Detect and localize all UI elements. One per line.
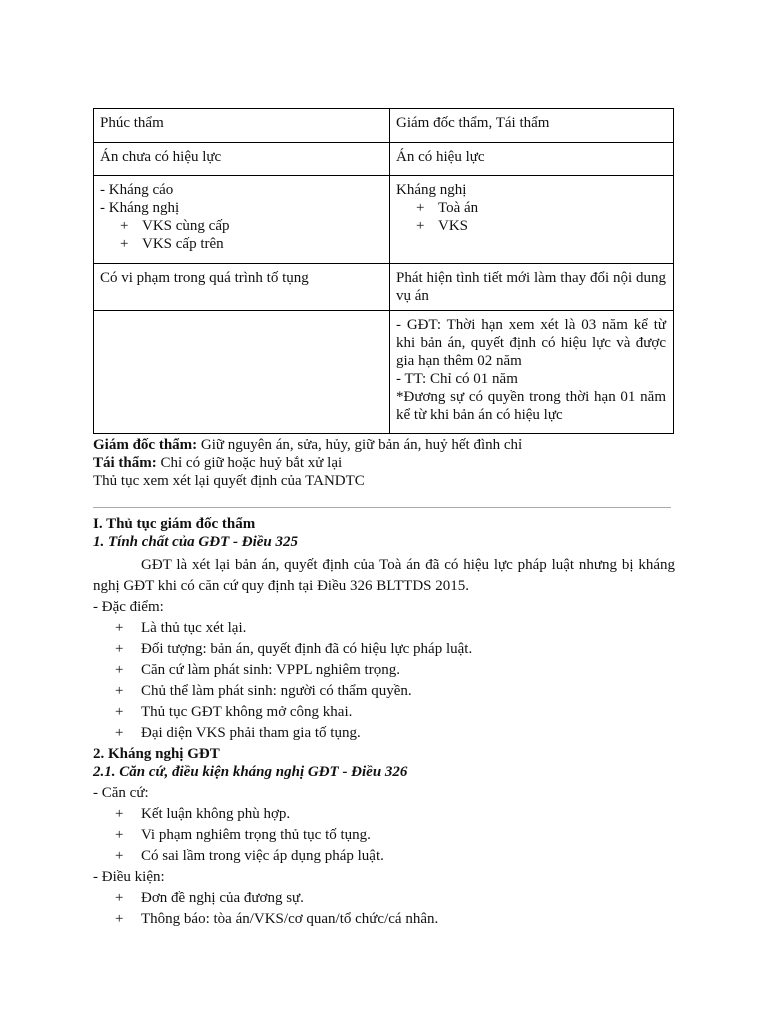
grounds-list: [93, 805, 675, 865]
divider: [93, 507, 671, 508]
note-text: Chỉ có giữ hoặc huỷ bắt xử lại: [156, 455, 343, 471]
plus-mark: +: [115, 641, 124, 657]
table-cell: [390, 143, 674, 176]
plus-mark: +: [115, 848, 124, 864]
cell-text: VKS cùng cấp: [142, 218, 230, 234]
cell-text: - GĐT: Thời hạn xem xét là 03 năm kể từ khi bản án, quyết định có hiệu lực và được gia hạn thêm 02 năm: [396, 317, 666, 369]
table-cell: [94, 311, 390, 434]
note-tt: [93, 454, 675, 472]
list-item: + Đơn đề nghị của đương sự.: [115, 890, 304, 906]
note-text: Giữ nguyên án, sửa, hủy, giữ bản án, huỷ hết đình chỉ: [197, 437, 523, 453]
list-item: + Thủ tục GĐT không mở công khai.: [115, 704, 353, 720]
list-item: + Vi phạm nghiêm trọng thủ tục tố tụng.: [115, 827, 371, 843]
comparison-section: [93, 108, 675, 490]
list-item: + Đối tượng: bản án, quyết định đã có hiệu lực pháp luật.: [115, 641, 473, 657]
cell-text: Toà án: [438, 200, 479, 216]
plus-mark: +: [115, 806, 124, 822]
sub-item: [100, 235, 382, 253]
cell-text: VKS cấp trên: [142, 236, 224, 252]
cell-text: VKS: [438, 218, 469, 234]
conditions-list: [93, 889, 675, 928]
list-label: - Điều kiện:: [93, 869, 165, 885]
plus-mark: +: [115, 890, 124, 906]
plus-mark: +: [115, 704, 124, 720]
cell-text: Án chưa có hiệu lực: [100, 149, 222, 165]
table-row: [94, 176, 674, 264]
subsection-heading: 2.1. Căn cứ, điều kiện kháng nghị GĐT - Điều 326: [93, 764, 408, 780]
table-cell: [94, 264, 390, 311]
list-item: + Đại diện VKS phải tham gia tố tụng.: [115, 725, 361, 741]
table-cell: [94, 143, 390, 176]
subsection-heading: 2. Kháng nghị GĐT: [93, 746, 220, 762]
sub-item: [100, 217, 382, 235]
cell-text: *Đương sự có quyền trong thời hạn 01 năm kể từ khi bản án có hiệu lực: [396, 389, 666, 423]
cell-text: - Kháng nghị: [100, 200, 180, 216]
list-item: + Căn cứ làm phát sinh: VPPL nghiêm trọng.: [115, 662, 400, 678]
note-gdt: [93, 436, 675, 454]
plus-mark: +: [115, 911, 124, 927]
list-label: - Căn cứ:: [93, 785, 149, 801]
comparison-table: [93, 108, 674, 434]
list-item: + Chủ thể làm phát sinh: người có thẩm quyền.: [115, 683, 412, 699]
section-heading: I. Thủ tục giám đốc thẩm: [93, 516, 256, 532]
subsection-heading: 1. Tính chất của GĐT - Điều 325: [93, 534, 299, 550]
list-item: + Có sai lầm trong việc áp dụng pháp luật.: [115, 848, 384, 864]
note-label: Tái thẩm:: [93, 455, 157, 471]
cell-text: - TT: Chỉ có 01 năm: [396, 371, 518, 387]
plus-mark: +: [115, 827, 124, 843]
cell-text: Có vi phạm trong quá trình tố tụng: [100, 270, 309, 286]
cell-text: Án có hiệu lực: [396, 149, 485, 165]
table-row: [94, 311, 674, 434]
table-cell: [94, 176, 390, 264]
paragraph: GĐT là xét lại bản án, quyết định của Toà án đã có hiệu lực pháp luật nhưng bị kháng nghị GĐT khi có căn cứ quy định tại Điều 326 BLTTDS 2015.: [93, 557, 675, 594]
plus-mark: +: [416, 218, 425, 234]
table-cell: [390, 311, 674, 434]
section-giam-doc-tham: [93, 515, 675, 931]
table-notes: [93, 436, 675, 490]
plus-mark: +: [120, 218, 129, 234]
cell-text: Giám đốc thẩm, Tái thẩm: [396, 115, 550, 131]
table-row: [94, 264, 674, 311]
plus-mark: +: [115, 683, 124, 699]
plus-mark: +: [416, 200, 425, 216]
table-cell: [94, 109, 390, 143]
list-item: + Là thủ tục xét lại.: [115, 620, 247, 636]
table-row: [94, 143, 674, 176]
cell-text: - Kháng cáo: [100, 182, 174, 198]
list-label: - Đặc điểm:: [93, 599, 164, 615]
list-item: + Thông báo: tòa án/VKS/cơ quan/tổ chức/cá nhân.: [115, 911, 439, 927]
note-label: Giám đốc thẩm:: [93, 437, 198, 453]
table-cell: [390, 109, 674, 143]
features-list: [93, 619, 675, 742]
table-cell: [390, 176, 674, 264]
list-item: + Kết luận không phù hợp.: [115, 806, 291, 822]
table-row: [94, 109, 674, 143]
cell-text: Kháng nghị: [396, 182, 467, 198]
plus-mark: +: [115, 662, 124, 678]
sub-item: [396, 199, 666, 217]
plus-mark: +: [120, 236, 129, 252]
plus-mark: +: [115, 725, 124, 741]
plus-mark: +: [115, 620, 124, 636]
sub-item: [396, 217, 666, 235]
cell-text: Phúc thẩm: [100, 115, 164, 131]
cell-text: Phát hiện tình tiết mới làm thay đổi nội dung vụ án: [396, 270, 666, 304]
note-tandtc: Thủ tục xem xét lại quyết định của TANDTC: [93, 473, 365, 489]
table-cell: [390, 264, 674, 311]
